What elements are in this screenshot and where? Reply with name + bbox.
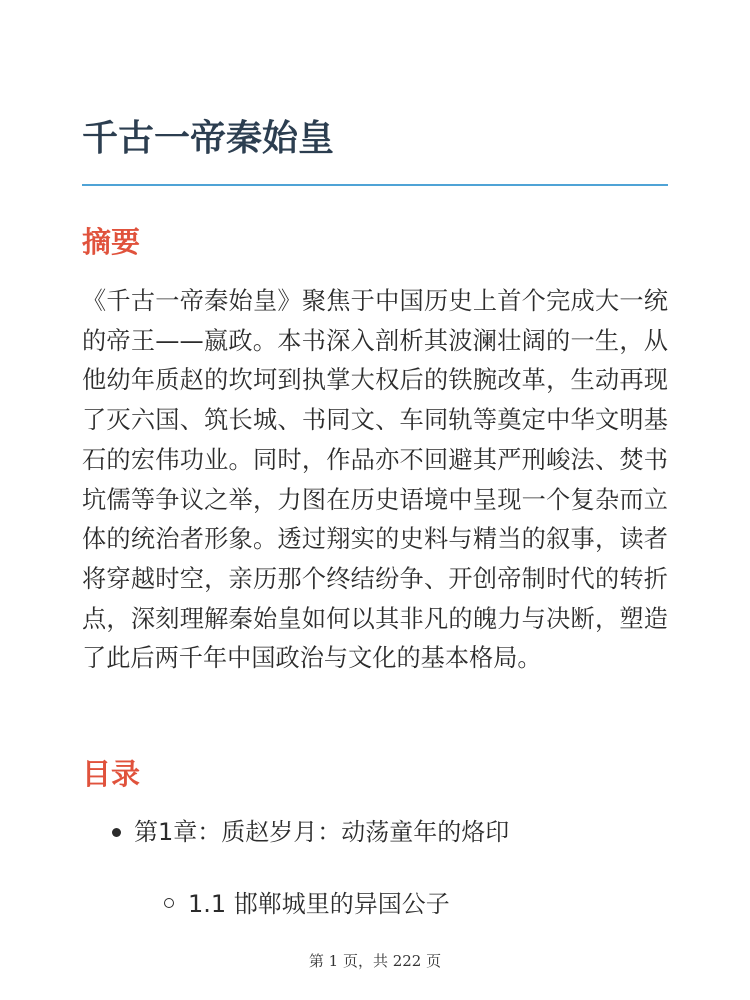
hollow-bullet-icon [164, 898, 174, 908]
document-page [82, 0, 668, 1000]
toc-item-section-1-1[interactable] [82, 884, 668, 924]
filled-bullet-icon [112, 828, 121, 837]
title-divider [82, 184, 668, 186]
toc-item-label: 1.1 邯郸城里的异国公子 [188, 890, 450, 918]
book-title: 千古一帝秦始皇 [82, 118, 335, 159]
toc-heading: 目录 [82, 757, 141, 791]
abstract-paragraph: 《千古一帝秦始皇》聚焦于中国历史上首个完成大一统的帝王——嬴政。本书深入剖析其波澜壮阔的一生，从他幼年质赵的坎坷到执掌大权后的铁腕改革，生动再现了灭六国、筑长城、书同文、车同轨等奠定中华文明基石的宏伟功业。同时，作品亦不回避其严刑峻法、焚书坑儒等争议之举，力图在历史语境中呈现一个复杂而立体的统治者形象。透过翔实的史料与精当的叙事，读者将穿越时空，亲历那个终结纷争、开创帝制时代的转折点，深刻理解秦始皇如何以其非凡的魄力与决断，塑造了此后两千年中国政治与文化的基本格局。 [82, 287, 668, 673]
toc-item-label: 第1章：质赵岁月：动荡童年的烙印 [134, 818, 510, 846]
abstract-heading: 摘要 [82, 225, 141, 259]
page-number-footer: 第 1 页，共 222 页 [308, 952, 442, 970]
toc-item-chapter-1[interactable] [82, 812, 668, 852]
toc-list [82, 812, 668, 924]
